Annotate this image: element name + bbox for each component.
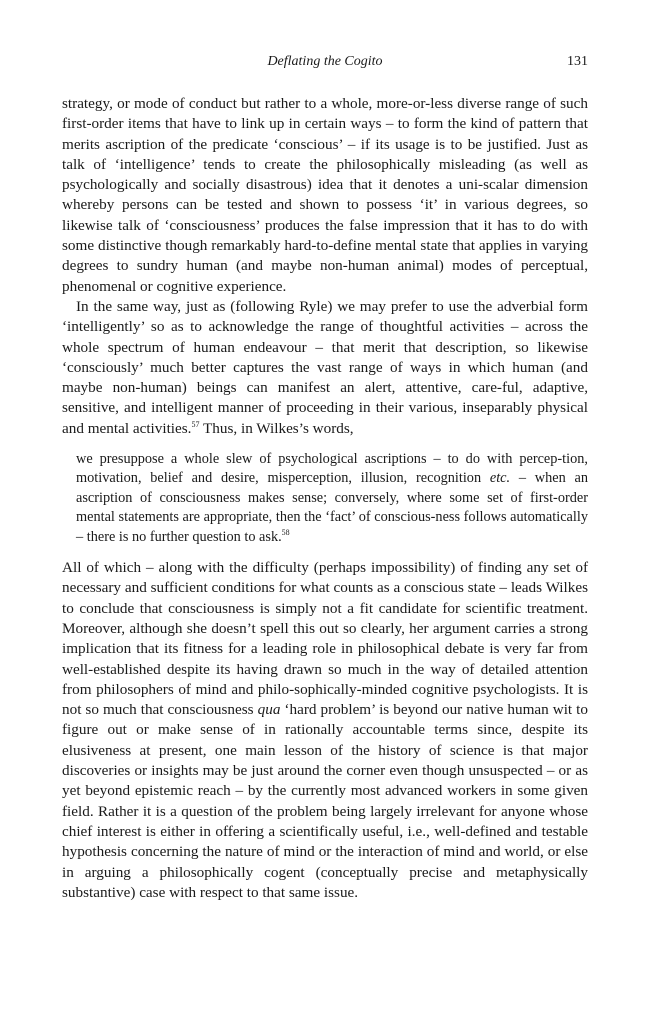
paragraph xyxy=(62,558,588,903)
paragraph-text: All of which – along with the difficulty (perhaps impossibility) of finding any set of necessary and sufficient conditions for what counts as a conscious state – leads Wilkes to conclude that consciousness is simply not a fit candidate for scientific treatment. Moreover, although she doesn’t spell this out so clearly, her argument carries a strong implication that its fitness for a leading role in philosophical debate is very far from well-established despite its having drawn so much in the way of detailed attention from philosophers of mind and philo-sophically-minded cognitive psychologists. It is not so much that consciousness xyxy=(62,559,588,719)
paragraph-text: ‘hard problem’ is beyond our native human wit to figure out or make sense of in rationally accountable terms since, despite its elusiveness at present, one main lesson of the history of science is that major discoveries or insights may be just around the corner even though unsuspected – or as yet beyond epistemic reach – by the currently most advanced workers in some given field. Rather it is a question of the problem being largely irrelevant for anyone whose chief interest is either in offering a scientifically useful, i.e., well-defined and testable hypothesis concerning the nature of mind or the interaction of mind and world, or else in arguing a philosophically cogent (conceptually precise and metaphysically substantive) case with respect to that same issue. xyxy=(62,701,588,901)
footnote-reference: 58 xyxy=(281,527,290,537)
book-page xyxy=(62,0,588,1036)
paragraph-text: Thus, in Wilkes’s words, xyxy=(199,419,354,437)
paragraph-text: In the same way, just as (following Ryle) we may prefer to use the adverbial form ‘intelligently’ so as to acknowledge the range of thoughtful activities – across the whole spectrum of human endeavour – that merit that description, so likewise ‘consciously’ much better captures the vast range of ways in which human (and maybe non-human) beings can manifest an alert, attentive, care-ful, adaptive, sensitive, and intelligent manner of proceeding in their various, inseparably physical and mental activities. xyxy=(62,297,588,437)
quote-italic: etc. xyxy=(489,470,511,487)
footnote-reference: 57 xyxy=(191,419,200,429)
paragraph-italic: qua xyxy=(257,701,281,719)
quote-text: we presuppose a whole slew of psychological ascriptions – to do with percep-tion, motivation, belief and desire, misperception, illusion, recognition xyxy=(76,451,588,487)
quote-text: – when an ascription of consciousness makes sense; conversely, where some set of first-order mental statements are appropriate, then the ‘fact’ of conscious-ness follows automatically – there is no further question to ask. xyxy=(76,470,588,545)
page-number: 131 xyxy=(567,54,588,69)
body-text xyxy=(62,94,588,903)
paragraph xyxy=(62,297,588,439)
running-head: Deflating the Cogito xyxy=(267,54,383,69)
page-header xyxy=(62,54,588,76)
block-quote xyxy=(76,450,588,547)
paragraph: strategy, or mode of conduct but rather to a whole, more-or-less diverse range of such first-order items that have to link up in certain ways – to form the kind of pattern that merits ascription of the predicate ‘conscious’ – if its usage is to be justified. Just as talk of ‘intelligence’ tends to create the philosophically misleading (as well as psychologically and socially disastrous) idea that it denotes a uni-scalar dimension whereby persons can be tested and shown to possess ‘it’ in various degrees, so likewise talk of ‘consciousness’ produces the false impression that it has to do with some distinctive though remarkably hard-to-define mental state that applies in varying degrees to sundry human (and maybe non-human animal) modes of perceptual, phenomenal or cognitive experience. xyxy=(62,95,588,295)
